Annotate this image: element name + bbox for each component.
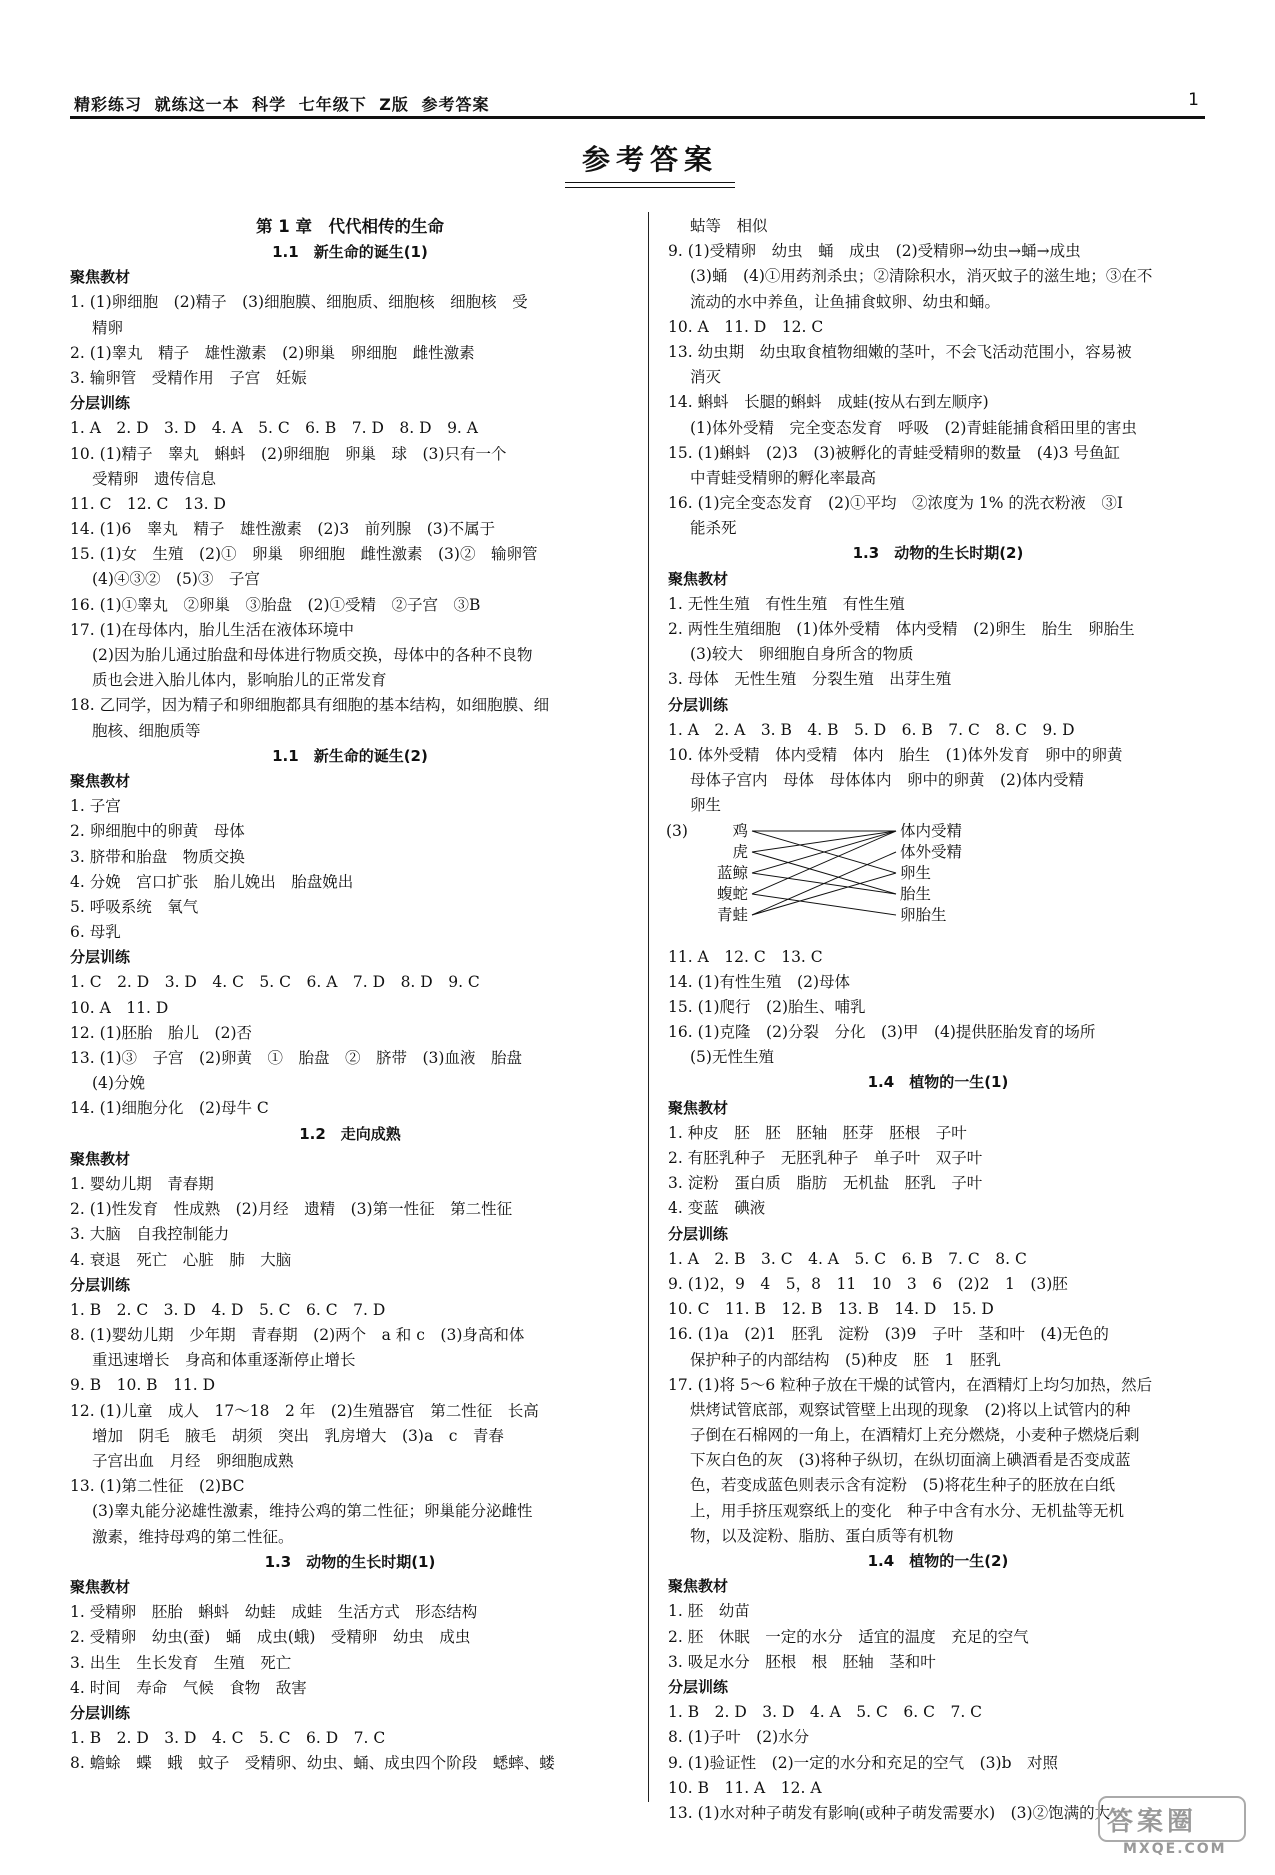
subsection-label: 聚焦教材 bbox=[668, 1577, 729, 1596]
answer-line: 1. (1)卵细胞 (2)精子 (3)细胞膜、细胞质、细胞核 细胞核 受 bbox=[70, 293, 528, 312]
answer-line: 4. 时间 寿命 气候 食物 敌害 bbox=[70, 1678, 307, 1697]
matching-animal: 蝮蛇 bbox=[716, 884, 748, 903]
matching-line bbox=[752, 852, 896, 894]
answer-line: (5)无性生殖 bbox=[690, 1048, 774, 1067]
answer-line: (3)睾丸能分泌雄性激素，维持公鸡的第二性征；卵巢能分泌雌性 bbox=[92, 1502, 533, 1521]
answer-line: 卵生 bbox=[690, 796, 722, 815]
answer-line: 2. (1)性发育 性成熟 (2)月经 遗精 (3)第一性征 第二性征 bbox=[70, 1200, 513, 1219]
answer-line: 色，若变成蓝色则表示含有淀粉 (5)将花生种子的胚放在白纸 bbox=[690, 1476, 1115, 1495]
answer-line: 母体子宫内 母体 母体体内 卵中的卵黄 (2)体内受精 bbox=[690, 771, 1084, 790]
answer-line: 2. 受精卵 幼虫(蚕) 蛹 成虫(蛾) 受精卵 幼虫 成虫 bbox=[70, 1628, 471, 1647]
answer-line: 1. 婴幼儿期 青春期 bbox=[70, 1174, 214, 1193]
section-heading: 1.1 新生命的诞生(1) bbox=[272, 243, 428, 261]
answer-line: 10. A 11. D 12. C bbox=[668, 317, 824, 336]
answer-line: 10. C 11. B 12. B 13. B 14. D 15. D bbox=[668, 1300, 994, 1319]
answer-line: 16. (1)①睾丸 ②卵巢 ③胎盘 (2)①受精 ②子宫 ③B bbox=[70, 595, 481, 614]
answer-line: 1. 受精卵 胚胎 蝌蚪 幼蛙 成蛙 生活方式 形态结构 bbox=[70, 1603, 478, 1622]
page-title: 参考答案 bbox=[581, 143, 718, 176]
subsection-label: 分层训练 bbox=[70, 948, 131, 967]
answer-line: 精卵 bbox=[92, 318, 124, 337]
page-header bbox=[70, 92, 1205, 119]
answer-line: 15. (1)蝌蚪 (2)3 (3)被孵化的青蛙受精卵的数量 (4)3 号鱼缸 bbox=[668, 443, 1121, 462]
subsection-label: 分层训练 bbox=[70, 1275, 131, 1294]
section-heading: 1.4 植物的一生(2) bbox=[867, 1552, 1009, 1570]
answer-line: 1. 无性生殖 有性生殖 有性生殖 bbox=[668, 594, 905, 613]
answer-line: 1. B 2. D 3. D 4. C 5. C 6. D 7. C bbox=[70, 1729, 386, 1748]
matching-lines bbox=[668, 819, 1188, 945]
answer-line: 11. A 12. C 13. C bbox=[668, 947, 823, 966]
answer-line: 14. 蝌蚪 长腿的蝌蚪 成蛙(按从右到左顺序) bbox=[668, 393, 989, 412]
answer-line: 8. (1)子叶 (2)水分 bbox=[668, 1728, 810, 1747]
answer-line: 13. (1)③ 子宫 (2)卵黄 ① 胎盘 ② 脐带 (3)血液 胎盘 bbox=[70, 1049, 522, 1067]
answer-line: 2. 有胚乳种子 无胚乳种子 单子叶 双子叶 bbox=[668, 1149, 983, 1167]
matching-animal: 蓝鲸 bbox=[716, 863, 748, 882]
matching-mode: 卵生 bbox=[900, 863, 932, 882]
matching-diagram bbox=[668, 819, 1188, 945]
answer-line: 2. (1)睾丸 精子 雄性激素 (2)卵巢 卵细胞 雌性激素 bbox=[70, 343, 475, 362]
answer-line: 10. (1)精子 睾丸 蝌蚪 (2)卵细胞 卵巢 球 (3)只有一个 bbox=[70, 444, 507, 463]
section-heading: 1.1 新生命的诞生(2) bbox=[272, 746, 428, 765]
watermark-url: MXQE.COM bbox=[1123, 1841, 1227, 1857]
answer-line: (2)因为胎儿通过胎盘和母体进行物质交换，母体中的各种不良物 bbox=[92, 646, 533, 664]
answer-line: 3. 脐带和胎盘 物质交换 bbox=[70, 847, 245, 866]
answer-line: (4)④③② (5)③ 子宫 bbox=[92, 570, 260, 589]
matching-mode: 胎生 bbox=[900, 884, 932, 903]
answer-line: 胞核、细胞质等 bbox=[92, 721, 201, 740]
answer-line: 中青蛙受精卵的孵化率最高 bbox=[690, 468, 877, 487]
subsection-label: 分层训练 bbox=[668, 695, 729, 714]
answer-line: 8. 蟾蜍 蝶 蛾 蚊子 受精卵、幼虫、蛹、成虫四个阶段 蟋蟀、蝼 bbox=[70, 1754, 555, 1773]
answer-line: 1. A 2. B 3. C 4. A 5. C 6. B 7. C 8. C bbox=[668, 1249, 1027, 1268]
answer-line: 9. (1)2，9 4 5，8 11 10 3 6 (2)2 1 (3)胚 bbox=[668, 1274, 1068, 1293]
answer-line: 5. 呼吸系统 氧气 bbox=[70, 897, 199, 916]
subsection-label: 分层训练 bbox=[70, 1703, 131, 1722]
answer-line: 17. (1)将 5～6 粒种子放在干燥的试管内，在酒精灯上均匀加热，然后 bbox=[668, 1375, 1153, 1394]
left-column bbox=[70, 214, 630, 1776]
answer-line: (3)蛹 (4)①用药剂杀虫；②清除积水，消灭蚊子的滋生地；③在不 bbox=[690, 267, 1153, 286]
answer-line: 质也会进入胎儿体内，影响胎儿的正常发育 bbox=[92, 671, 387, 690]
right-column-bottom bbox=[668, 945, 1208, 1827]
answer-line: 子宫出血 月经 卵细胞成熟 bbox=[92, 1452, 294, 1470]
answer-line: 12. (1)儿童 成人 17～18 2 年 (2)生殖器官 第二性征 长高 bbox=[70, 1401, 539, 1420]
subsection-label: 聚焦教材 bbox=[70, 1149, 131, 1168]
answer-line: 1. B 2. D 3. D 4. A 5. C 6. C 7. C bbox=[668, 1703, 983, 1722]
answer-line: 14. (1)6 睾丸 精子 雄性激素 (2)3 前列腺 (3)不属于 bbox=[70, 520, 496, 539]
answer-line: 9. B 10. B 11. D bbox=[70, 1376, 216, 1395]
answer-line: 12. (1)胚胎 胎儿 (2)否 bbox=[70, 1023, 252, 1042]
answer-line: 15. (1)爬行 (2)胎生、哺乳 bbox=[668, 997, 866, 1016]
answer-line: 2. 卵细胞中的卵黄 母体 bbox=[70, 822, 245, 841]
answer-line: 受精卵 遗传信息 bbox=[92, 469, 217, 488]
answer-line: 10. 体外受精 体内受精 体内 胎生 (1)体外发育 卵中的卵黄 bbox=[668, 745, 1123, 764]
answer-line: 消灭 bbox=[690, 368, 722, 387]
answer-line: 16. (1)a (2)1 胚乳 淀粉 (3)9 子叶 茎和叶 (4)无色的 bbox=[668, 1325, 1109, 1344]
subsection-label: 聚焦教材 bbox=[70, 771, 131, 790]
matching-mode: 体外受精 bbox=[900, 842, 963, 861]
answer-line: 激素，维持母鸡的第二性征。 bbox=[92, 1527, 294, 1546]
column-divider bbox=[648, 212, 649, 1802]
answer-line: 3. 大脑 自我控制能力 bbox=[70, 1225, 230, 1244]
page-number: 1 bbox=[1188, 90, 1199, 110]
right-column bbox=[668, 214, 1208, 1826]
answer-line: 13. (1)第二性征 (2)BC bbox=[70, 1477, 245, 1496]
section-heading: 1.2 走向成熟 bbox=[299, 1124, 401, 1143]
matching-line bbox=[752, 831, 896, 894]
answer-line: 4. 衰退 死亡 心脏 肺 大脑 bbox=[70, 1250, 292, 1269]
answer-line: 4. 变蓝 碘液 bbox=[668, 1199, 766, 1218]
title-underline bbox=[565, 182, 735, 188]
answer-line: 13. (1)水对种子萌发有影响(或种子萌发需要水) (3)②饱满的大 bbox=[668, 1803, 1111, 1822]
answer-line: 14. (1)有性生殖 (2)母体 bbox=[668, 972, 850, 991]
answer-line: 11. C 12. C 13. D bbox=[70, 494, 226, 513]
answer-line: (4)分娩 bbox=[92, 1074, 145, 1093]
watermark-logo bbox=[1097, 1795, 1247, 1861]
answer-line: 1. C 2. D 3. D 4. C 5. C 6. A 7. D 8. D 9. C bbox=[70, 973, 480, 992]
matching-animal: 青蛙 bbox=[716, 905, 748, 924]
answer-line: 2. 两性生殖细胞 (1)体外受精 体内受精 (2)卵生 胎生 卵胎生 bbox=[668, 620, 1135, 638]
answer-line: 4. 分娩 宫口扩张 胎儿娩出 胎盘娩出 bbox=[70, 872, 354, 891]
answer-line: 6. 母乳 bbox=[70, 923, 121, 942]
answer-line: 流动的水中养鱼，让鱼捕食蚊卵、幼虫和蛹。 bbox=[690, 292, 1001, 311]
answer-line: 物，以及淀粉、脂肪、蛋白质等有机物 bbox=[690, 1526, 954, 1545]
answer-line: 1. B 2. C 3. D 4. D 5. C 6. C 7. D bbox=[70, 1300, 386, 1319]
answer-line: 3. 出生 生长发育 生殖 死亡 bbox=[70, 1653, 292, 1672]
answer-line: 17. (1)在母体内，胎儿生活在液体环境中 bbox=[70, 620, 355, 639]
matching-mode: 体内受精 bbox=[900, 821, 963, 840]
watermark-text: 答案圈 bbox=[1107, 1807, 1198, 1837]
answer-line: (1)体外受精 完全变态发育 呼吸 (2)青蛙能捕食稻田里的害虫 bbox=[690, 418, 1137, 437]
answer-line: 16. (1)完全变态发育 (2)①平均 ②浓度为 1% 的洗衣粉液 ③Ⅰ bbox=[668, 494, 1124, 513]
matching-line bbox=[752, 894, 896, 915]
answer-line: 9. (1)受精卵 幼虫 蛹 成虫 (2)受精卵→幼虫→蛹→成虫 bbox=[668, 242, 1081, 261]
answer-line: 1. 胚 幼苗 bbox=[668, 1602, 750, 1621]
matching-line bbox=[752, 831, 896, 852]
section-heading: 1.3 动物的生长时期(2) bbox=[852, 544, 1024, 563]
answer-line: 增加 阴毛 腋毛 胡须 突出 乳房增大 (3)a c 青春 bbox=[92, 1426, 504, 1445]
matching-animal: 虎 bbox=[732, 842, 748, 861]
answer-line: 9. (1)验证性 (2)一定的水分和充足的空气 (3)b 对照 bbox=[668, 1753, 1059, 1772]
right-column-top bbox=[668, 214, 1208, 819]
answer-line: 3. 母体 无性生殖 分裂生殖 出芽生殖 bbox=[668, 670, 952, 689]
answer-line: 1. 种皮 胚 胚 胚轴 胚芽 胚根 子叶 bbox=[668, 1123, 967, 1142]
answer-line: 18. 乙同学，因为精子和卵细胞都具有细胞的基本结构，如细胞膜、细 bbox=[70, 696, 550, 715]
subsection-label: 分层训练 bbox=[668, 1677, 729, 1696]
section-heading: 1.3 动物的生长时期(1) bbox=[264, 1552, 436, 1571]
answer-line: 烘烤试管底部，观察试管壁上出现的现象 (2)将以上试管内的种 bbox=[690, 1400, 1131, 1419]
answer-line: 8. (1)婴幼儿期 少年期 青春期 (2)两个 a 和 c (3)身高和体 bbox=[70, 1326, 525, 1345]
answer-line: 下灰白色的灰 (3)将种子纵切，在纵切面滴上碘酒看是否变成蓝 bbox=[690, 1451, 1131, 1470]
answer-line: 保护种子的内部结构 (5)种皮 胚 1 胚乳 bbox=[690, 1350, 1001, 1369]
answer-line: 15. (1)女 生殖 (2)① 卵巢 卵细胞 雌性激素 (3)② 输卵管 bbox=[70, 545, 538, 564]
answer-line: 蛄等 相似 bbox=[690, 217, 768, 235]
answer-line: 1. 子宫 bbox=[70, 797, 121, 816]
answer-line: 13. 幼虫期 幼虫取食植物细嫩的茎叶，不会飞活动范围小，容易被 bbox=[668, 342, 1132, 361]
subsection-label: 聚焦教材 bbox=[668, 569, 729, 588]
answer-line: 2. 胚 休眠 一定的水分 适宜的温度 充足的空气 bbox=[668, 1627, 1029, 1646]
answer-line: 16. (1)克隆 (2)分裂 分化 (3)甲 (4)提供胚胎发育的场所 bbox=[668, 1023, 1096, 1042]
answer-line: 10. B 11. A 12. A bbox=[668, 1778, 822, 1797]
answer-line: 重迅速增长 身高和体重逐渐停止增长 bbox=[92, 1351, 356, 1370]
answer-line: 3. 淀粉 蛋白质 脂肪 无机盐 胚乳 子叶 bbox=[668, 1174, 983, 1193]
answer-line: 1. A 2. A 3. B 4. B 5. D 6. B 7. C 8. C 9. D bbox=[668, 720, 1075, 739]
matching-prefix: (3) bbox=[666, 821, 688, 840]
answer-line: (3)较大 卵细胞自身所含的物质 bbox=[690, 645, 914, 664]
section-heading: 1.4 植物的一生(1) bbox=[867, 1073, 1009, 1092]
subsection-label: 聚焦教材 bbox=[70, 268, 131, 287]
answer-line: 子倒在石棉网的一角上，在酒精灯上充分燃烧，小麦种子燃烧后剩 bbox=[690, 1426, 1140, 1445]
answer-line: 3. 吸足水分 胚根 根 胚轴 茎和叶 bbox=[668, 1652, 936, 1671]
subsection-label: 聚焦教材 bbox=[70, 1577, 131, 1596]
answer-line: 14. (1)细胞分化 (2)母牛 C bbox=[70, 1099, 269, 1118]
answer-line: 上，用手挤压观察纸上的变化 种子中含有水分、无机盐等无机 bbox=[690, 1501, 1125, 1520]
answer-line: 3. 输卵管 受精作用 子宫 妊娠 bbox=[70, 368, 307, 387]
matching-line bbox=[752, 852, 896, 915]
answer-line: 10. A 11. D bbox=[70, 998, 169, 1017]
header-text: 精彩练习 就练这一本 科学 七年级下 Z版 参考答案 bbox=[74, 95, 490, 114]
subsection-label: 分层训练 bbox=[70, 394, 131, 413]
matching-line bbox=[752, 873, 896, 915]
subsection-label: 聚焦教材 bbox=[668, 1098, 729, 1117]
subsection-label: 分层训练 bbox=[668, 1224, 729, 1243]
matching-mode: 卵胎生 bbox=[900, 905, 947, 924]
matching-animal: 鸡 bbox=[732, 821, 748, 840]
answer-line: 1. A 2. D 3. D 4. A 5. C 6. B 7. D 8. D 9. A bbox=[70, 419, 478, 438]
answer-line: 能杀死 bbox=[690, 519, 737, 538]
chapter-heading: 第 1 章 代代相传的生命 bbox=[256, 217, 444, 236]
